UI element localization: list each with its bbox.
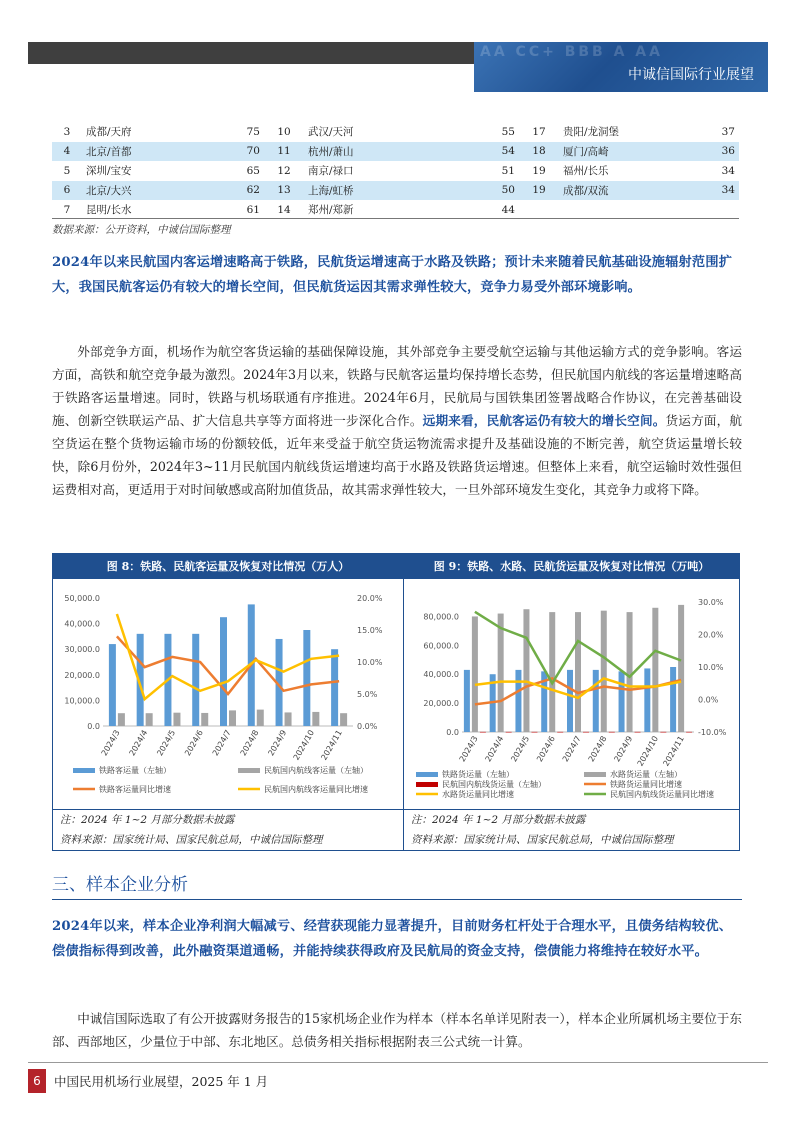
table-cell-airport: 南京/禄口 [308,165,354,178]
table-cell-rank: 6 [52,181,82,201]
figure9-source: 资料来源：国家统计局、国家民航总局，中诚信国际整理 [411,834,674,846]
table-cell-airport: 福州/长乐 [563,165,609,178]
table-cell-airport: 昆明/长水 [86,204,132,217]
table-cell-rank: 19 [532,164,546,177]
airport-rank-table [52,122,739,220]
paragraph-text-b: 货运方面，航空货运在整个货物运输市场的份额较低，近年来受益于航空货运物流需求提升及基础设施的不断完善，航空货运量增长较快，除6月份外，2024年3~11月民航国内航线货运增速均高于水路及铁路货运增速。但整体上来看，航空运输时效性强但运费相对高，更适用于对时间敏感或高附加值货品，故其需求弹性较大，一旦外部环境发生变化，其竞争力或将下降。 [52,413,742,497]
table-row [52,181,739,201]
fig9-left-tick-label: 60,000.0 [423,641,459,651]
table-cell-airport: 成都/天府 [86,126,132,138]
fig8-bar [201,713,208,726]
fig8-bar [220,617,227,726]
figure9-title: 图 9：铁路、水路、民航货运量及恢复对比情况（万吨） [404,554,739,579]
fig8-bar [109,644,116,726]
fig8-bar [340,713,347,726]
fig8-legend-swatch [73,768,95,773]
table-row [52,200,739,220]
table-row [52,122,739,142]
header-title: 中诚信国际行业展望 [628,67,754,83]
paragraph-external-competition [52,340,742,501]
table-cell-value: 51 [501,164,515,177]
fig8-right-tick-label: 10.0% [357,658,383,667]
table-cell-value: 65 [246,164,260,177]
fig9-bar [627,612,633,732]
fig8-category-label: 2024/5 [155,728,178,758]
fig8-right-tick-label: 20.0% [357,594,383,603]
fig9-legend-label: 民航国内航线货运量（左轴） [442,780,546,789]
table-cell-rank: 19 [519,181,559,201]
fig9-category-label: 2024/5 [509,734,532,764]
fig9-category-label: 2024/7 [560,734,583,764]
fig9-category-label: 2024/10 [635,734,661,768]
figure8-source: 资料来源：国家统计局、国家民航总局，中诚信国际整理 [60,834,323,846]
fig8-bar [229,710,236,726]
fig9-bar [686,732,692,733]
table-cell-airport: 厦门/高崎 [559,142,679,162]
fig9-bar [515,670,521,732]
fig9-legend-swatch [416,782,438,787]
table-cell-value: 61 [246,203,260,216]
table-cell-airport: 深圳/宝安 [86,165,132,178]
figure8-title: 图 8：铁路、民航客运量及恢复对比情况（万人） [53,554,403,579]
table-cell-value: 70 [192,142,264,162]
table-cell-rank: 4 [52,142,82,162]
fig9-bar [619,671,625,732]
fig8-left-tick-label: 20,000.0 [64,670,100,680]
fig9-category-label: 2024/9 [612,734,635,764]
fig9-bar [498,614,504,732]
headline-sample-analysis: 2024年以来，样本企业净利润大幅减亏、经营获现能力显著提升，目前财务杠杆处于合理水平，且债务结构较优、偿债指标得到改善，此外融资渠道通畅，并能持续获得政府及民航局的资金支持，偿债能力将维持在较好水平。 [52,919,733,959]
table-cell-rank: 13 [264,181,304,201]
fig9-legend-label: 水路货运量同比增速 [442,790,514,799]
fig8-left-tick-label: 10,000.0 [64,696,100,706]
fig8-left-tick-label: 0.0 [87,722,100,731]
fig9-category-label: 2024/8 [586,734,609,764]
fig9-bar [601,611,607,732]
fig9-legend-swatch [584,772,606,777]
fig8-category-label: 2024/9 [266,728,289,758]
fig8-right-tick-label: 0.0% [357,722,378,731]
table-cell-rank: 12 [277,164,291,177]
fig9-bar [480,732,486,733]
footer-rule [28,1062,768,1063]
fig8-right-tick-label: 15.0% [357,626,383,635]
page-number: 6 [28,1069,46,1093]
figure8-note: 注：2024 年 1~2 月部分数据未披露 [60,814,235,826]
table-cell-airport: 北京/大兴 [82,181,192,201]
fig8-category-label: 2024/4 [127,728,150,758]
section-rule [52,899,742,900]
paragraph-text-a: 外部竞争方面，机场作为航空客货运输的基础保障设施，其外部竞争主要受航空运输与其他运输方式的竞争影响。客运方面，高铁和航空竞争最为激烈。2024年3月以来，铁路与民航客运量均保持增长态势，但民航国内航线的客运量增速略高于铁路客运量增速。同时，铁路与机场联通有序推进。2024年6月，民航局与国铁集团签署战略合作协议，在完善基础设施、创新空铁联运产品、扩大信息共享等方面将进一步深化合作。 [52,344,742,428]
fig9-bar [464,670,470,732]
table-cell-rank: 14 [277,203,291,216]
fig9-bar [670,667,676,732]
table-cell-airport [559,200,679,220]
table-cell-value: 34 [679,181,739,201]
fig9-bar [549,612,555,732]
fig9-bar [609,732,615,733]
fig8-category-label: 2024/3 [99,728,122,758]
table-row [52,142,739,162]
fig9-left-tick-label: 0.0 [446,728,459,737]
table-cell-rank: 7 [63,203,71,216]
fig8-bar [192,634,199,726]
fig9-bar [506,732,512,733]
table-source: 数据来源：公开资料，中诚信国际整理 [52,224,231,236]
table-cell-rank: 3 [63,125,71,138]
table-cell-rank: 17 [532,125,546,138]
fig9-bar [472,616,478,732]
fig8-category-label: 2024/10 [291,728,317,762]
fig9-bar [593,670,599,732]
fig8-category-label: 2024/8 [238,728,261,758]
fig9-category-label: 2024/3 [457,734,480,764]
fig8-bar [118,713,125,726]
fig9-bar [567,670,573,732]
table-cell-value: 37 [721,125,735,138]
fig9-category-label: 2024/4 [483,734,506,764]
fig9-bar [652,608,658,732]
fig9-category-label: 2024/6 [535,734,557,764]
table-cell-rank: 5 [63,164,71,177]
fig9-legend-swatch [416,772,438,777]
table-cell-rank: 11 [264,142,304,162]
paragraph-sample: 中诚信国际选取了有公开披露财务报告的15家机场企业作为样本（样本名单详见附表一），样本企业所属机场主要位于东部、西部地区，少量位于中部、东北地区。总债务相关指标根据附表三公式统一计算。 [52,1011,742,1049]
fig8-left-tick-label: 30,000.0 [64,645,100,655]
fig9-left-tick-label: 40,000.0 [423,670,459,680]
header-decoration: AA CC+ BBB A AA [480,44,663,60]
fig9-bar [583,732,589,733]
fig8-legend-swatch [238,768,260,773]
table-cell-value: 62 [192,181,264,201]
fig9-left-tick-label: 80,000.0 [423,612,459,622]
fig8-bar [312,712,319,726]
headline-competition: 2024年以来民航国内客运增速略高于铁路，民航货运增速高于水路及铁路；预计未来随着民航基础设施辐射范围扩大，我国民航客运仍有较大的增长空间，但民航货运因其需求弹性较大，竞争力易受外部环境影响。 [52,255,733,295]
table-cell-value: 44 [501,203,515,216]
fig8-bar [331,649,338,726]
fig8-category-label: 2024/7 [210,728,233,758]
figure8-chart [53,580,403,808]
fig8-bar [146,713,153,726]
table-cell-airport: 贵阳/龙洞堡 [563,126,620,138]
fig8-bar [303,630,310,726]
fig8-category-label: 2024/6 [183,728,205,758]
fig9-legend-label: 水路货运量（左轴） [610,770,682,779]
table-cell-airport: 杭州/萧山 [304,142,434,162]
table-cell-airport: 北京/首都 [82,142,192,162]
fig8-category-label: 2024/11 [319,728,344,762]
fig9-legend-label: 铁路货运量同比增速 [610,780,682,789]
fig8-bar [173,713,180,726]
table-cell-airport: 上海/虹桥 [304,181,434,201]
fig9-bar [635,732,641,733]
table-cell-value: 54 [434,142,519,162]
table-cell-value: 75 [246,125,260,138]
table-bottom-rule [52,218,739,219]
fig8-legend-label: 铁路客运量（左轴） [99,766,171,775]
fig9-category-label: 2024/11 [661,734,686,768]
fig9-right-tick-label: 20.0% [698,630,724,640]
fig9-bar [678,605,684,732]
table-cell-airport: 武汉/天河 [308,126,354,138]
section-title: 三、样本企业分析 [52,875,188,895]
fig8-left-tick-label: 40,000.0 [64,619,100,629]
header-brand-block [474,42,768,92]
fig8-legend-label: 铁路客运量同比增速 [99,785,171,794]
figure9-chart [404,580,739,808]
table-cell-value: 50 [434,181,519,201]
table-cell-rank [519,200,559,220]
fig8-left-tick-label: 50,000.0 [64,594,100,603]
table-cell-rank: 10 [277,125,291,138]
table-cell-rank: 18 [519,142,559,162]
fig8-legend-label: 民航国内航线客运量（左轴） [264,766,368,775]
fig9-bar [523,609,529,732]
fig9-right-tick-label: 10.0% [698,663,724,672]
fig9-legend-label: 民航国内航线货运量同比增速 [610,790,714,799]
fig9-bar [660,732,666,733]
footer-text: 中国民用机场行业展望，2025 年 1 月 [54,1074,269,1089]
table-cell-value [679,200,739,220]
table-row [52,161,739,181]
fig9-left-tick-label: 20,000.0 [423,699,459,709]
fig9-bar [644,668,650,732]
fig9-bar [575,612,581,732]
table-cell-value: 34 [721,164,735,177]
fig9-right-tick-label: 30.0% [698,598,724,607]
note-separator [52,809,740,810]
table-cell-value: 36 [679,142,739,162]
fig8-bar [257,710,264,726]
fig8-right-tick-label: 5.0% [357,690,378,699]
table-cell-value: 55 [501,125,515,138]
table-cell-airport: 成都/双流 [559,181,679,201]
paragraph-bold-text: 远期来看，民航客运仍有较大的增长空间。 [422,413,666,428]
fig8-legend-label: 民航国内航线客运量同比增速 [264,785,368,794]
fig9-bar [557,732,563,733]
fig9-legend-label: 铁路货运量（左轴） [442,770,514,779]
table-cell-airport: 郑州/郑新 [308,204,354,217]
fig9-right-tick-label: 0.0% [698,695,719,705]
figure9-note: 注：2024 年 1~2 月部分数据未披露 [411,814,586,826]
fig9-right-tick-label: -10.0% [698,728,727,737]
fig9-bar [531,732,537,733]
fig8-bar [285,712,292,726]
